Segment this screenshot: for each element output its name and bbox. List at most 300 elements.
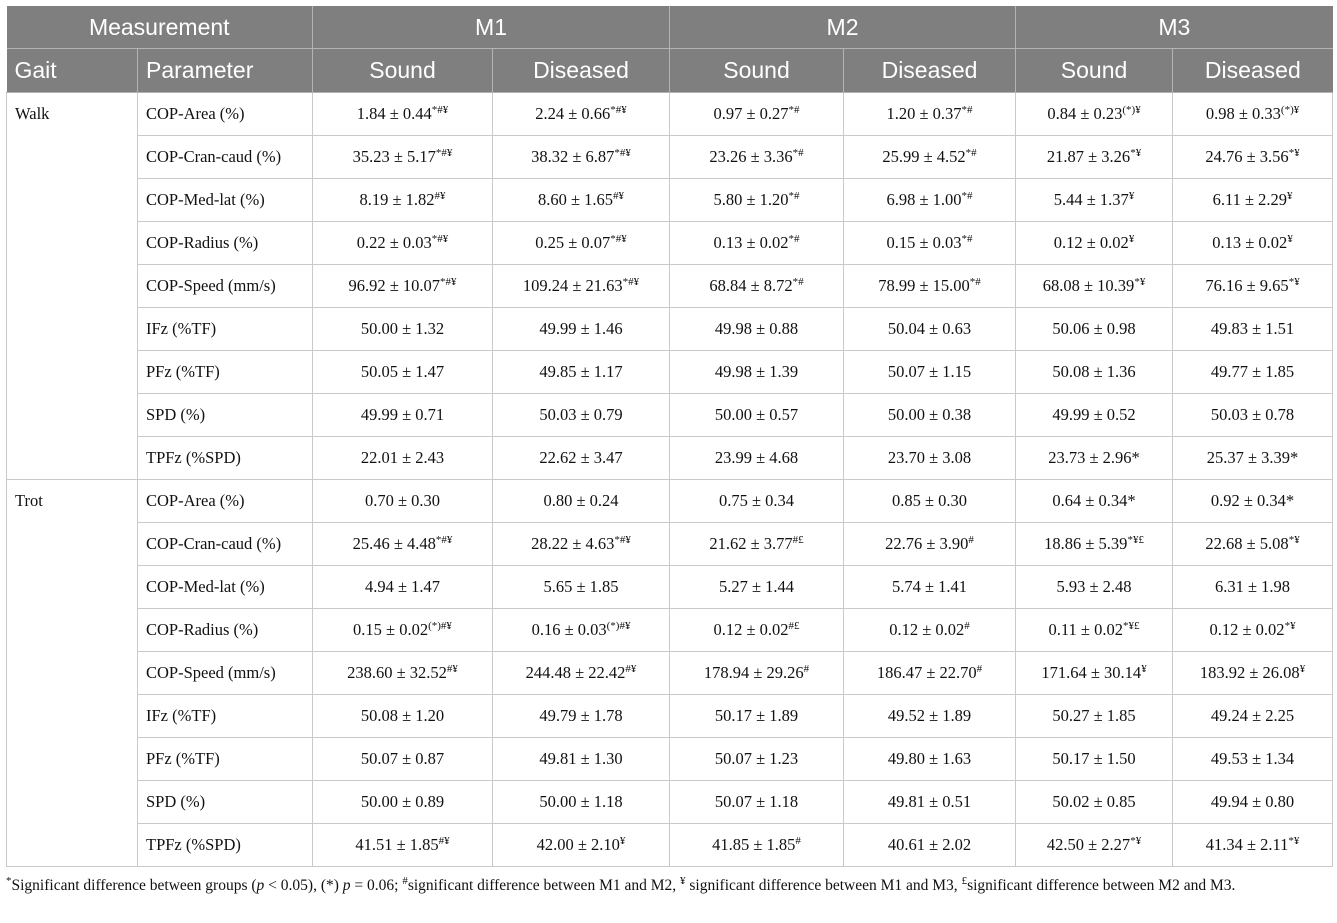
cell-gait	[7, 781, 138, 824]
value-text: 22.76 ± 3.90	[885, 534, 969, 553]
value-text: 50.17 ± 1.50	[1052, 749, 1136, 768]
significance-marker: *¥	[1288, 835, 1300, 847]
cell-value	[1173, 609, 1333, 652]
cell-value	[844, 437, 1016, 480]
value-text: 50.06 ± 0.98	[1052, 319, 1136, 338]
cell-value	[313, 695, 493, 738]
significance-marker: *¥£	[1127, 534, 1144, 546]
cell-value	[844, 480, 1016, 523]
cell-value	[493, 308, 670, 351]
value-text: 50.08 ± 1.20	[360, 706, 445, 725]
cell-parameter: IFz (%TF)	[138, 308, 313, 351]
cell-value	[313, 308, 493, 351]
significance-marker: *#	[788, 190, 800, 202]
footnote-symbol-yen: ¥	[680, 875, 686, 887]
value-text: 0.11 ± 0.02	[1048, 620, 1123, 639]
cell-gait	[7, 394, 138, 437]
value-text: 178.94 ± 29.26	[703, 663, 804, 682]
cell-value	[313, 394, 493, 437]
value-text: 109.24 ± 21.63	[522, 276, 623, 295]
value-text: 5.27 ± 1.44	[718, 577, 795, 596]
cell-gait	[7, 566, 138, 609]
cell-value	[1016, 781, 1173, 824]
cell-parameter: COP-Med-lat (%)	[138, 179, 313, 222]
cell-value	[1173, 523, 1333, 566]
significance-marker: #¥	[613, 190, 625, 202]
significance-marker: #	[976, 663, 983, 675]
value-text: 0.12 ± 0.02	[1053, 233, 1129, 252]
value-text: 50.03 ± 0.79	[539, 405, 623, 424]
significance-marker: #	[803, 663, 810, 675]
cell-value	[493, 738, 670, 781]
value-text: 49.81 ± 1.30	[539, 749, 623, 768]
cell-value	[1016, 738, 1173, 781]
value-text: 23.26 ± 3.36	[709, 147, 793, 166]
value-text: 49.77 ± 1.85	[1210, 362, 1295, 381]
significance-marker: *#	[969, 276, 981, 288]
value-text: 50.00 ± 1.32	[360, 319, 445, 338]
cell-value	[1016, 566, 1173, 609]
value-text: 5.80 ± 1.20	[713, 190, 789, 209]
value-text: 49.98 ± 0.88	[714, 319, 799, 338]
significance-marker: ¥	[1141, 663, 1147, 675]
cell-value	[493, 93, 670, 136]
value-text: 0.97 ± 0.27	[713, 104, 789, 123]
value-text: 0.16 ± 0.03	[531, 620, 607, 639]
table-row	[7, 738, 1333, 781]
cell-value	[1173, 566, 1333, 609]
value-text: 50.00 ± 0.38	[887, 405, 972, 424]
cell-value	[670, 566, 844, 609]
cell-value	[844, 781, 1016, 824]
cell-value	[1016, 480, 1173, 523]
significance-marker: #	[795, 835, 801, 847]
value-text: 40.61 ± 2.02	[887, 835, 972, 854]
value-text: 5.74 ± 1.41	[891, 577, 968, 596]
table-row	[7, 265, 1333, 308]
significance-marker: *¥	[1288, 147, 1300, 159]
value-text: 0.92 ± 0.34*	[1210, 491, 1295, 510]
significance-marker: #	[968, 534, 974, 546]
cell-value	[493, 781, 670, 824]
cell-value	[493, 652, 670, 695]
significance-marker: #¥	[446, 663, 458, 675]
significance-marker: #¥	[438, 835, 450, 847]
cell-value	[844, 351, 1016, 394]
header-m3-sound: Sound	[1016, 49, 1173, 93]
footnote-text-1: Significant difference between groups (	[11, 877, 257, 894]
cell-value	[670, 781, 844, 824]
significance-marker: ¥	[619, 835, 626, 847]
value-text: 5.44 ± 1.37	[1053, 190, 1129, 209]
significance-marker: *#¥	[431, 233, 449, 245]
value-text: 0.75 ± 0.34	[718, 491, 795, 510]
cell-value	[670, 523, 844, 566]
cell-gait	[7, 437, 138, 480]
cell-value	[1016, 351, 1173, 394]
cell-value	[1173, 695, 1333, 738]
significance-marker: *¥	[1288, 534, 1300, 546]
significance-marker: #¥	[625, 663, 637, 675]
value-text: 8.60 ± 1.65	[537, 190, 614, 209]
table-row	[7, 652, 1333, 695]
value-text: 0.84 ± 0.23	[1047, 104, 1123, 123]
cell-value	[1016, 523, 1173, 566]
table-row	[7, 136, 1333, 179]
table-row	[7, 179, 1333, 222]
value-text: 76.16 ± 9.65	[1205, 276, 1289, 295]
cell-parameter: COP-Speed (mm/s)	[138, 652, 313, 695]
cell-gait: Trot	[7, 480, 138, 523]
header-m2: M2	[670, 6, 1016, 49]
footnote-p2: p	[342, 877, 351, 894]
cell-value	[1173, 265, 1333, 308]
value-text: 238.60 ± 32.52	[347, 663, 447, 682]
significance-marker: *¥£	[1123, 620, 1140, 632]
cell-value	[313, 93, 493, 136]
value-text: 50.07 ± 1.23	[714, 749, 799, 768]
value-text: 0.85 ± 0.30	[891, 491, 968, 510]
table-row	[7, 222, 1333, 265]
value-text: 23.73 ± 2.96*	[1048, 448, 1140, 467]
cell-parameter: COP-Radius (%)	[138, 609, 313, 652]
cell-value	[844, 222, 1016, 265]
cell-value	[670, 437, 844, 480]
value-text: 6.98 ± 1.00	[886, 190, 962, 209]
cell-parameter: PFz (%TF)	[138, 351, 313, 394]
footnote-text-6: significant difference between M2 and M3.	[967, 877, 1236, 894]
table-row	[7, 437, 1333, 480]
value-text: 0.25 ± 0.07	[535, 233, 611, 252]
value-text: 183.92 ± 26.08	[1199, 663, 1300, 682]
value-text: 23.70 ± 3.08	[887, 448, 972, 467]
significance-marker: *#¥	[610, 233, 627, 245]
cell-value	[670, 480, 844, 523]
cell-gait	[7, 609, 138, 652]
table-row	[7, 695, 1333, 738]
cell-value	[1016, 265, 1173, 308]
significance-marker: ¥	[1128, 190, 1135, 202]
cell-value	[313, 136, 493, 179]
cell-parameter: PFz (%TF)	[138, 738, 313, 781]
cell-gait	[7, 136, 138, 179]
value-text: 50.07 ± 0.87	[360, 749, 445, 768]
cell-value	[670, 695, 844, 738]
significance-marker: ¥	[1287, 190, 1293, 202]
cell-value	[1016, 695, 1173, 738]
significance-marker: #£	[788, 620, 800, 632]
significance-marker: (*)#¥	[428, 620, 452, 632]
header-row-groups	[7, 6, 1333, 49]
table-row	[7, 781, 1333, 824]
significance-marker: *#¥	[614, 534, 631, 546]
cell-value	[493, 265, 670, 308]
cell-value	[493, 609, 670, 652]
cell-value	[844, 738, 1016, 781]
cell-value	[844, 136, 1016, 179]
significance-marker: ¥	[1299, 663, 1306, 675]
cell-value	[493, 437, 670, 480]
value-text: 50.00 ± 1.18	[539, 792, 623, 811]
value-text: 49.80 ± 1.63	[887, 749, 972, 768]
cell-value	[1173, 308, 1333, 351]
footnote-symbol-hash: #	[402, 875, 408, 887]
value-text: 0.98 ± 0.33	[1205, 104, 1281, 123]
cell-value	[670, 265, 844, 308]
significance-marker: *#	[792, 276, 804, 288]
value-text: 50.17 ± 1.89	[714, 706, 799, 725]
significance-marker: *#¥	[435, 147, 453, 159]
cell-value	[1016, 136, 1173, 179]
significance-marker: #£	[792, 534, 804, 546]
value-text: 42.00 ± 2.10	[536, 835, 620, 854]
table-row	[7, 609, 1333, 652]
significance-marker: *#	[961, 104, 973, 116]
value-text: 2.24 ± 0.66	[535, 104, 611, 123]
value-text: 25.37 ± 3.39*	[1206, 448, 1299, 467]
cell-value	[670, 222, 844, 265]
cell-value	[1173, 738, 1333, 781]
cell-value	[670, 136, 844, 179]
cell-value	[1173, 179, 1333, 222]
table-row	[7, 480, 1333, 523]
cell-value	[1173, 136, 1333, 179]
value-text: 42.50 ± 2.27	[1046, 835, 1131, 854]
cell-value	[1016, 437, 1173, 480]
header-m2-diseased: Diseased	[844, 49, 1016, 93]
cell-value	[844, 566, 1016, 609]
data-table	[6, 6, 1333, 867]
value-text: 186.47 ± 22.70	[876, 663, 977, 682]
cell-value	[1016, 609, 1173, 652]
cell-value	[313, 781, 493, 824]
header-gait: Gait	[7, 49, 138, 93]
cell-value	[313, 222, 493, 265]
cell-value	[313, 351, 493, 394]
header-m1: M1	[313, 6, 670, 49]
cell-value	[313, 566, 493, 609]
significance-marker: *#¥	[614, 147, 631, 159]
value-text: 171.64 ± 30.14	[1041, 663, 1142, 682]
value-text: 49.99 ± 0.71	[360, 405, 445, 424]
cell-value	[313, 738, 493, 781]
cell-gait	[7, 738, 138, 781]
value-text: 0.22 ± 0.03	[356, 233, 432, 252]
cell-gait	[7, 824, 138, 867]
value-text: 21.87 ± 3.26	[1046, 147, 1131, 166]
value-text: 50.08 ± 1.36	[1052, 362, 1136, 381]
value-text: 23.99 ± 4.68	[714, 448, 799, 467]
header-parameter: Parameter	[138, 49, 313, 93]
cell-value	[670, 93, 844, 136]
table-row	[7, 824, 1333, 867]
cell-parameter: COP-Speed (mm/s)	[138, 265, 313, 308]
cell-value	[844, 179, 1016, 222]
significance-marker: #	[964, 620, 970, 632]
significance-marker: *#	[788, 104, 800, 116]
table-container	[6, 6, 1332, 867]
value-text: 50.00 ± 0.89	[360, 792, 445, 811]
significance-marker: ¥	[1128, 233, 1135, 245]
cell-value	[844, 93, 1016, 136]
cell-gait	[7, 308, 138, 351]
cell-value	[313, 652, 493, 695]
value-text: 49.99 ± 1.46	[539, 319, 623, 338]
significance-marker: *¥	[1130, 147, 1142, 159]
significance-marker: *#¥	[622, 276, 640, 288]
cell-gait	[7, 351, 138, 394]
value-text: 5.93 ± 2.48	[1056, 577, 1132, 596]
cell-value	[844, 394, 1016, 437]
value-text: 0.13 ± 0.02	[713, 233, 789, 252]
cell-gait	[7, 222, 138, 265]
value-text: 78.99 ± 15.00	[878, 276, 970, 295]
cell-parameter: IFz (%TF)	[138, 695, 313, 738]
table-row	[7, 523, 1333, 566]
value-text: 50.03 ± 0.78	[1210, 405, 1295, 424]
cell-value	[1173, 351, 1333, 394]
cell-parameter: TPFz (%SPD)	[138, 437, 313, 480]
significance-marker: *#¥	[610, 104, 627, 116]
cell-parameter: COP-Radius (%)	[138, 222, 313, 265]
significance-marker: #¥	[434, 190, 446, 202]
value-text: 0.15 ± 0.03	[886, 233, 962, 252]
cell-value	[670, 351, 844, 394]
cell-parameter: COP-Cran-caud (%)	[138, 136, 313, 179]
cell-value	[1016, 93, 1173, 136]
cell-parameter: SPD (%)	[138, 781, 313, 824]
value-text: 1.84 ± 0.44	[356, 104, 432, 123]
value-text: 50.27 ± 1.85	[1052, 706, 1136, 725]
value-text: 49.53 ± 1.34	[1210, 749, 1295, 768]
value-text: 0.70 ± 0.30	[364, 491, 441, 510]
footnote-text-2: < 0.05), (*)	[264, 877, 343, 894]
cell-parameter: COP-Cran-caud (%)	[138, 523, 313, 566]
header-m3-diseased: Diseased	[1173, 49, 1333, 93]
value-text: 22.62 ± 3.47	[539, 448, 623, 467]
value-text: 18.86 ± 5.39	[1044, 534, 1128, 553]
value-text: 41.51 ± 1.85	[355, 835, 439, 854]
table-row	[7, 93, 1333, 136]
significance-marker: *#¥	[431, 104, 449, 116]
cell-value	[670, 824, 844, 867]
value-text: 50.04 ± 0.63	[887, 319, 972, 338]
significance-marker: *¥	[1284, 620, 1296, 632]
cell-value	[670, 652, 844, 695]
header-m3: M3	[1016, 6, 1333, 49]
cell-value	[313, 480, 493, 523]
value-text: 49.83 ± 1.51	[1210, 319, 1295, 338]
cell-value	[313, 179, 493, 222]
significance-marker: *#	[961, 233, 973, 245]
value-text: 4.94 ± 1.47	[364, 577, 441, 596]
cell-value	[1173, 824, 1333, 867]
cell-value	[1173, 394, 1333, 437]
value-text: 0.64 ± 0.34*	[1052, 491, 1136, 510]
value-text: 96.92 ± 10.07	[348, 276, 441, 295]
table-row	[7, 566, 1333, 609]
cell-value	[1173, 652, 1333, 695]
table-row	[7, 351, 1333, 394]
value-text: 0.12 ± 0.02	[1209, 620, 1285, 639]
significance-marker: *#	[965, 147, 977, 159]
value-text: 6.31 ± 1.98	[1215, 577, 1291, 596]
cell-value	[670, 308, 844, 351]
significance-marker: (*)¥	[1122, 104, 1141, 116]
value-text: 8.19 ± 1.82	[359, 190, 435, 209]
cell-value	[493, 394, 670, 437]
value-text: 41.34 ± 2.11	[1205, 835, 1289, 854]
value-text: 50.02 ± 0.85	[1052, 792, 1136, 811]
cell-value	[313, 523, 493, 566]
cell-value	[1016, 179, 1173, 222]
value-text: 49.94 ± 0.80	[1210, 792, 1295, 811]
header-m2-sound: Sound	[670, 49, 844, 93]
value-text: 0.80 ± 0.24	[543, 491, 619, 510]
header-row-sub	[7, 49, 1333, 93]
cell-value	[844, 609, 1016, 652]
cell-value	[1173, 222, 1333, 265]
value-text: 0.12 ± 0.02	[889, 620, 965, 639]
cell-value	[1173, 781, 1333, 824]
value-text: 35.23 ± 5.17	[352, 147, 436, 166]
significance-marker: *¥	[1130, 835, 1142, 847]
header-measurement: Measurement	[7, 6, 313, 49]
cell-value	[1016, 652, 1173, 695]
value-text: 22.68 ± 5.08	[1205, 534, 1289, 553]
value-text: 5.65 ± 1.85	[543, 577, 619, 596]
cell-value	[493, 566, 670, 609]
value-text: 68.84 ± 8.72	[709, 276, 793, 295]
cell-value	[844, 523, 1016, 566]
value-text: 22.01 ± 2.43	[360, 448, 445, 467]
cell-value	[313, 609, 493, 652]
significance-marker: *#¥	[435, 534, 453, 546]
value-text: 25.46 ± 4.48	[352, 534, 436, 553]
value-text: 49.99 ± 0.52	[1052, 405, 1136, 424]
cell-gait	[7, 265, 138, 308]
cell-parameter: COP-Med-lat (%)	[138, 566, 313, 609]
value-text: 0.13 ± 0.02	[1212, 233, 1288, 252]
table-row	[7, 394, 1333, 437]
value-text: 24.76 ± 3.56	[1205, 147, 1289, 166]
significance-marker: (*)¥	[1280, 104, 1300, 116]
value-text: 25.99 ± 4.52	[882, 147, 966, 166]
cell-gait	[7, 652, 138, 695]
cell-value	[844, 265, 1016, 308]
value-text: 50.07 ± 1.18	[714, 792, 799, 811]
cell-value	[844, 695, 1016, 738]
cell-value	[844, 308, 1016, 351]
header-m1-diseased: Diseased	[493, 49, 670, 93]
cell-gait: Walk	[7, 93, 138, 136]
value-text: 21.62 ± 3.77	[709, 534, 793, 553]
cell-value	[493, 222, 670, 265]
cell-parameter: COP-Area (%)	[138, 93, 313, 136]
significance-marker: *#	[788, 233, 800, 245]
cell-value	[670, 394, 844, 437]
cell-value	[1173, 437, 1333, 480]
cell-parameter: SPD (%)	[138, 394, 313, 437]
value-text: 68.08 ± 10.39	[1042, 276, 1135, 295]
value-text: 38.32 ± 6.87	[531, 147, 615, 166]
table-row	[7, 308, 1333, 351]
footnote-symbol-star: *	[6, 875, 12, 887]
cell-value	[313, 265, 493, 308]
cell-gait	[7, 523, 138, 566]
footnote-symbol-pound: £	[961, 875, 968, 887]
significance-marker: ¥	[1287, 233, 1293, 245]
